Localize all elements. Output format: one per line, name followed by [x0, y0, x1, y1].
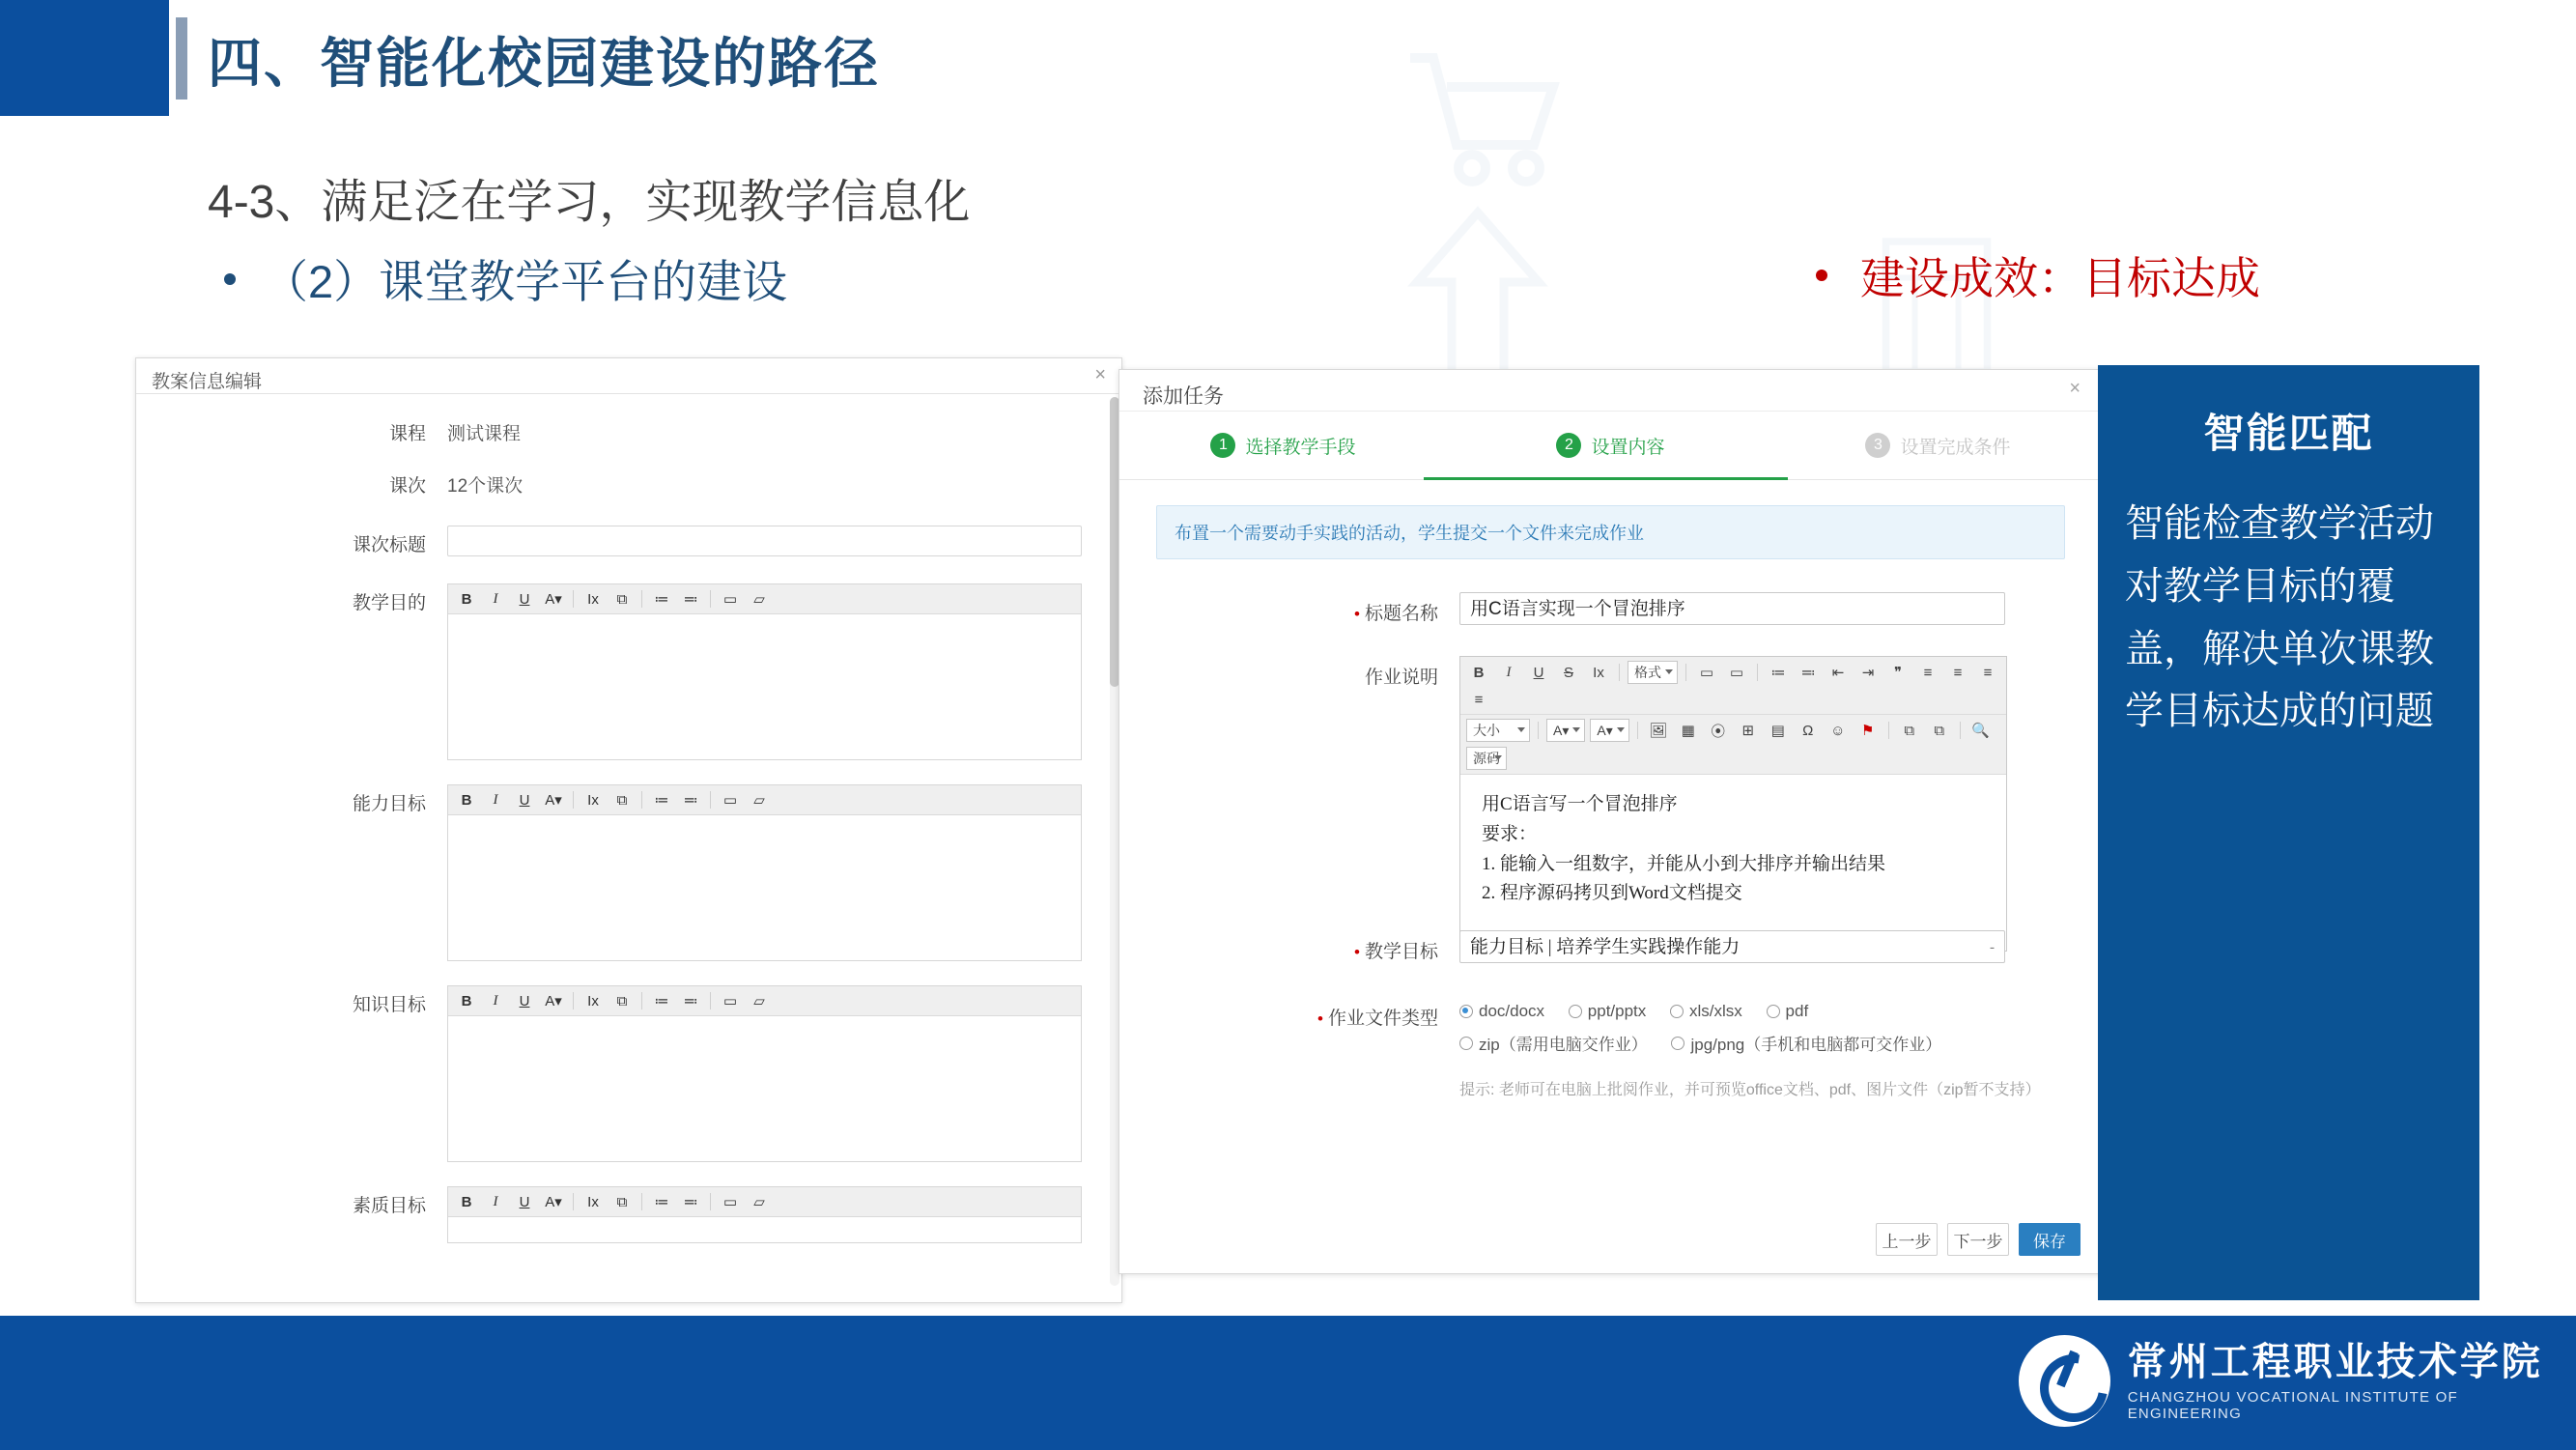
required-marker: •	[1354, 943, 1360, 961]
paste-icon[interactable]: ⧉	[616, 992, 628, 1009]
task-desc-content[interactable]	[1460, 775, 2006, 951]
required-marker: •	[1354, 605, 1360, 623]
media-icon[interactable]: ⦿	[1711, 723, 1726, 740]
toolbar-divider	[1637, 722, 1638, 739]
italic-icon[interactable]: I	[1506, 664, 1512, 680]
image-icon[interactable]: 🖼	[1649, 723, 1668, 739]
quality-goal-row	[136, 1186, 1121, 1244]
flash-icon[interactable]: ▦	[1681, 723, 1695, 739]
toolbar-divider	[573, 791, 574, 809]
flag-icon[interactable]: ⚑	[1861, 723, 1875, 739]
underline-icon[interactable]: U	[519, 590, 530, 608]
ordered-list-icon[interactable]: ≔	[654, 792, 669, 809]
bg-color-select[interactable]: A▾	[1590, 719, 1628, 742]
course-label: 课程	[388, 424, 426, 444]
next-step-button[interactable]: 下一步	[1947, 1223, 2009, 1256]
teaching-purpose-label: 教学目的	[352, 593, 426, 613]
add-task-dialog-title: 添加任务	[1143, 385, 1224, 408]
link-icon[interactable]: ▭	[722, 993, 738, 1009]
toolbar-divider	[573, 1193, 574, 1210]
link-icon[interactable]: ▭	[722, 792, 738, 809]
image-icon[interactable]: ▱	[753, 1194, 765, 1210]
radio-label: pdf	[1785, 1002, 1809, 1020]
logo-name-cn: 常州工程职业技术学院	[2127, 1340, 2543, 1383]
task-desc-label: 作业说明	[1364, 668, 1438, 688]
step-number: 3	[1865, 433, 1890, 458]
bullet-dot-icon	[224, 273, 236, 285]
toolbar-divider	[641, 992, 642, 1009]
slide-bullet	[224, 246, 787, 311]
task-desc-row	[1119, 656, 2102, 904]
slide-bullet-label: （2）课堂教学平台的建设	[263, 256, 788, 307]
align-left-icon[interactable]: ≡	[1923, 664, 1933, 681]
toolbar-divider	[573, 590, 574, 608]
paste-icon[interactable]: ⧉	[616, 1193, 628, 1210]
step-number: 1	[1210, 433, 1235, 458]
unordered-list-icon[interactable]: ≕	[1800, 665, 1816, 681]
radio-dot-icon	[1569, 1005, 1582, 1018]
toolbar-divider	[573, 992, 574, 1009]
ability-goal-editor[interactable]	[447, 784, 1082, 961]
session-label: 课次	[388, 476, 426, 497]
slide-subtitle: 4-3、满足泛在学习，实现教学信息化	[208, 177, 971, 228]
image-icon[interactable]: ▱	[753, 792, 765, 809]
file-type-options	[1459, 1002, 2039, 1065]
step-active-underline	[1424, 477, 1787, 480]
toolbar-divider	[1960, 722, 1961, 739]
teaching-purpose-editor[interactable]	[447, 583, 1082, 760]
format-select[interactable]: 格式	[1628, 661, 1678, 684]
step-select-method[interactable]	[1119, 433, 1447, 459]
editor-toolbar[interactable]	[448, 1187, 1081, 1217]
align-justify-icon[interactable]: ≡	[1474, 691, 1484, 708]
toolbar-divider	[1685, 664, 1686, 681]
header-accent-block	[0, 0, 169, 116]
task-title-label: • 标题名称	[1354, 604, 1438, 624]
link-icon[interactable]: ▭	[1699, 665, 1714, 681]
radio-label: xls/xlsx	[1689, 1002, 1742, 1020]
prev-step-button[interactable]: 上一步	[1876, 1223, 1938, 1256]
session-value: 12个课次	[447, 476, 524, 497]
cart-watermark-icon	[1391, 29, 1584, 222]
paste-icon[interactable]: ⧉	[616, 590, 628, 608]
radio-jpg[interactable]	[1671, 1031, 1941, 1055]
quality-goal-label: 素质目标	[352, 1196, 426, 1216]
unordered-list-icon[interactable]: ≕	[683, 591, 698, 608]
chevron-down-icon[interactable]: -	[1990, 940, 1995, 955]
link-icon[interactable]: ▭	[722, 591, 738, 608]
italic-icon[interactable]: I	[493, 992, 498, 1009]
ordered-list-icon[interactable]: ≔	[1770, 665, 1786, 681]
bold-icon[interactable]: B	[461, 1193, 472, 1210]
italic-icon[interactable]: I	[493, 1193, 498, 1209]
file-type-label: • 作业文件类型	[1317, 1009, 1438, 1029]
teaching-goal-label: • 教学目标	[1354, 942, 1438, 962]
quality-goal-editor[interactable]	[447, 1186, 1082, 1243]
quality-goal-textarea[interactable]	[448, 1217, 1081, 1242]
close-icon[interactable]: ×	[1094, 364, 1106, 385]
lesson-plan-dialog-title: 教案信息编辑	[152, 372, 263, 392]
lesson-plan-dialog	[135, 357, 1122, 1303]
source-code-button[interactable]: 源码	[1466, 747, 1507, 770]
image-icon[interactable]: ▱	[753, 591, 765, 608]
radio-doc[interactable]	[1459, 1002, 1544, 1021]
screenshot-area	[135, 357, 2101, 1301]
radio-label: zip（需用电脑交作业）	[1479, 1036, 1648, 1054]
institution-logo	[2019, 1335, 2576, 1427]
editor-toolbar[interactable]	[448, 785, 1081, 815]
dialog-button-row	[1876, 1223, 2081, 1256]
close-icon[interactable]: ×	[2069, 378, 2081, 399]
editor-toolbar[interactable]	[448, 986, 1081, 1016]
radio-xls[interactable]	[1670, 1002, 1742, 1021]
paste-icon[interactable]: ⧉	[616, 791, 628, 809]
clear-format-icon[interactable]: Ix	[587, 1193, 599, 1210]
toolbar-divider	[710, 1193, 711, 1210]
italic-icon[interactable]: I	[493, 590, 498, 607]
highlight-panel-body: 智能检查教学活动对教学目标的覆盖，解决单次课教学目标达成的问题	[2125, 502, 2434, 733]
radio-zip[interactable]	[1459, 1031, 1648, 1055]
logo-name-en: CHANGZHOU VOCATIONAL INSTITUTE OF ENGINEERING	[2127, 1388, 2458, 1422]
ordered-list-icon[interactable]: ≔	[654, 993, 669, 1009]
link-icon[interactable]: ▭	[722, 1194, 738, 1210]
toolbar-divider	[1757, 664, 1758, 681]
text-color-icon[interactable]: A▾	[545, 1194, 562, 1210]
strikethrough-icon[interactable]: S	[1563, 664, 1573, 681]
highlight-panel-title: 智能匹配	[2203, 411, 2374, 456]
emoji-icon[interactable]: ☺	[1830, 722, 1846, 739]
teaching-goal-select[interactable]	[1459, 930, 2005, 963]
radio-label: jpg/png（手机和电脑都可交作业）	[1690, 1036, 1942, 1054]
radio-dot-icon	[1670, 1005, 1684, 1018]
unlink-icon[interactable]: ▭	[1729, 665, 1744, 681]
radio-ppt[interactable]	[1569, 1002, 1647, 1021]
search-icon[interactable]: 🔍	[1971, 723, 1991, 739]
image-icon[interactable]: ▱	[753, 993, 765, 1009]
ability-goal-textarea[interactable]	[448, 815, 1081, 960]
step-number: 2	[1556, 433, 1581, 458]
text-color-icon[interactable]: A▾	[545, 591, 562, 608]
step-set-content[interactable]	[1447, 433, 1774, 459]
step-set-completion[interactable]	[1774, 433, 2102, 459]
underline-icon[interactable]: U	[519, 791, 530, 809]
rte-toolbar-row2[interactable]	[1460, 715, 2006, 775]
add-task-dialog-header	[1119, 370, 2102, 412]
font-size-select[interactable]: 大小	[1466, 719, 1530, 742]
underline-icon[interactable]: U	[519, 992, 530, 1009]
right-bullet-dot-icon	[1816, 270, 1827, 281]
text-color-select[interactable]: A▾	[1546, 719, 1585, 742]
editor-toolbar[interactable]	[448, 584, 1081, 614]
knowledge-goal-textarea[interactable]	[448, 1016, 1081, 1161]
radio-dot-icon	[1459, 1005, 1473, 1018]
clear-format-icon[interactable]: Ix	[587, 791, 599, 809]
task-desc-editor[interactable]	[1459, 656, 2007, 952]
toolbar-divider	[641, 1193, 642, 1210]
course-value: 测试课程	[447, 424, 522, 444]
radio-dot-icon	[1459, 1037, 1473, 1050]
info-banner: 布置一个需要动手实践的活动，学生提交一个文件来完成作业	[1156, 505, 2065, 559]
desc-line-2: 要求：	[1482, 823, 1538, 844]
align-center-icon[interactable]: ≡	[1953, 664, 1963, 681]
toolbar-divider	[1538, 722, 1539, 739]
desc-line-3: 1. 能输入一组数字，并能从小到大排序并输出结果	[1482, 853, 1886, 874]
desc-line-1: 用C语言写一个冒泡排序	[1482, 794, 1678, 814]
session-row	[136, 471, 1121, 504]
logo-mark-icon	[2019, 1335, 2110, 1427]
paste-icon[interactable]: ⧉	[1934, 722, 1945, 739]
bold-icon[interactable]: B	[461, 992, 472, 1009]
step-indicator	[1119, 412, 2102, 480]
radio-label: doc/docx	[1479, 1002, 1545, 1020]
table-icon[interactable]: ⊞	[1741, 723, 1755, 739]
lesson-plan-dialog-header	[136, 358, 1121, 394]
toolbar-divider	[1888, 722, 1889, 739]
highlight-panel	[2098, 365, 2479, 1300]
unordered-list-icon[interactable]: ≕	[683, 1194, 698, 1210]
rte-toolbar-row1[interactable]	[1460, 657, 2006, 715]
copy-icon[interactable]: ⧉	[1904, 722, 1915, 739]
file-type-row	[1119, 1002, 2102, 1108]
italic-icon[interactable]: I	[493, 791, 498, 808]
task-title-input[interactable]: 用C语言实现一个冒泡排序	[1459, 592, 2005, 625]
radio-label: ppt/pptx	[1587, 1002, 1647, 1020]
course-row	[136, 419, 1121, 452]
slide-right-bullet	[1816, 243, 2260, 307]
text-color-icon[interactable]: A▾	[545, 993, 562, 1009]
add-task-dialog	[1118, 369, 2103, 1274]
bold-icon[interactable]: B	[1473, 664, 1485, 681]
radio-dot-icon	[1671, 1037, 1684, 1050]
underline-icon[interactable]: U	[1533, 664, 1544, 681]
ordered-list-icon[interactable]: ≔	[654, 591, 669, 608]
save-button[interactable]: 保存	[2019, 1223, 2081, 1256]
knowledge-goal-row	[136, 985, 1121, 1161]
file-type-hint: 提示: 老师可在电脑上批阅作业，并可预览office文档、pdf、图片文件（zip暂不支持）	[1459, 1082, 2041, 1098]
knowledge-goal-label: 知识目标	[352, 995, 426, 1015]
outdent-icon[interactable]: ⇤	[1831, 665, 1845, 681]
clear-format-icon[interactable]: Ix	[587, 992, 599, 1009]
task-title-row	[1119, 592, 2102, 631]
unordered-list-icon[interactable]: ≕	[683, 993, 698, 1009]
ability-goal-label: 能力目标	[352, 794, 426, 814]
step-label: 选择教学手段	[1245, 437, 1356, 458]
desc-line-4: 2. 程序源码拷贝到Word文档提交	[1482, 883, 1742, 904]
teaching-goal-value: 能力目标 | 培养学生实践操作能力	[1470, 937, 1741, 957]
bold-icon[interactable]: B	[461, 791, 472, 809]
blockquote-icon[interactable]: ❞	[1893, 665, 1903, 681]
required-marker: •	[1317, 1009, 1323, 1028]
special-char-icon[interactable]: Ω	[1802, 722, 1814, 739]
radio-pdf[interactable]	[1767, 1002, 1809, 1021]
toolbar-divider	[1619, 664, 1620, 681]
toolbar-divider	[710, 590, 711, 608]
clear-format-icon[interactable]: Ix	[587, 590, 599, 608]
ordered-list-icon[interactable]: ≔	[654, 1194, 669, 1210]
toolbar-divider	[641, 590, 642, 608]
bold-icon[interactable]: B	[461, 590, 472, 608]
teaching-purpose-textarea[interactable]	[448, 614, 1081, 759]
step-label: 设置内容	[1591, 437, 1665, 458]
teaching-purpose-row	[136, 583, 1121, 759]
step-label: 设置完成条件	[1900, 437, 2011, 458]
text-color-icon[interactable]: A▾	[545, 792, 562, 809]
clear-format-icon[interactable]: Ix	[1593, 664, 1604, 681]
toolbar-divider	[641, 791, 642, 809]
unordered-list-icon[interactable]: ≕	[683, 792, 698, 809]
page-title: 四、智能化校园建设的路径	[208, 33, 880, 94]
align-right-icon[interactable]: ≡	[1983, 664, 1993, 681]
toolbar-divider	[710, 992, 711, 1009]
session-title-row	[136, 526, 1121, 558]
ability-goal-row	[136, 784, 1121, 960]
horizontal-rule-icon[interactable]: ▤	[1770, 723, 1785, 739]
slide-right-bullet-label: 建设成效：目标达成	[1860, 253, 2260, 303]
radio-dot-icon	[1767, 1005, 1780, 1018]
underline-icon[interactable]: U	[519, 1193, 530, 1210]
indent-icon[interactable]: ⇥	[1861, 665, 1875, 681]
toolbar-divider	[710, 791, 711, 809]
title-accent-bar	[176, 17, 187, 100]
teaching-goal-row	[1119, 930, 2102, 969]
session-title-input[interactable]	[447, 526, 1082, 556]
session-title-label: 课次标题	[352, 535, 426, 555]
knowledge-goal-editor[interactable]	[447, 985, 1082, 1162]
